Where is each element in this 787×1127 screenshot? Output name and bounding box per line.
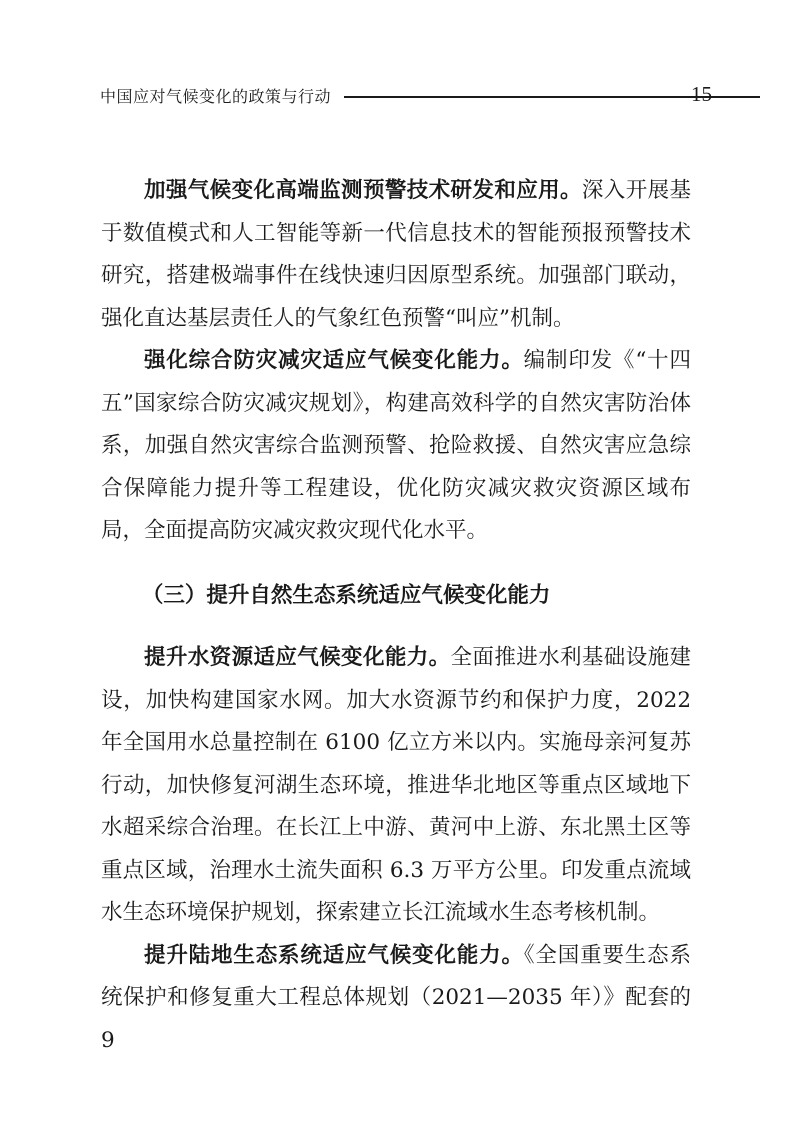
- header-title: 中国应对气候变化的政策与行动: [100, 87, 332, 106]
- paragraph-body: 《全国重要生态系统保护和修复重大工程总体规划（2021—2035 年）》配套的 9: [101, 942, 691, 1053]
- paragraph-lead: 提升陆地生态系统适应气候变化能力。: [144, 942, 524, 968]
- paragraph-land-ecosystem: [101, 935, 691, 1063]
- paragraph-lead: 强化综合防灾减灾适应气候变化能力。: [144, 348, 524, 373]
- paragraph-lead: 加强气候变化高端监测预警技术研发和应用。: [144, 178, 582, 203]
- paragraph-body: 深入开展基于数值模式和人工智能等新一代信息技术的智能预报预警技术研究，搭建极端事件在线快速归因原型系统。加强部门联动，强化直达基层责任人的气象红色预警“叫应”机制。: [101, 178, 691, 331]
- page-body: [101, 170, 691, 1062]
- paragraph-body: 编制印发《“十四五”国家综合防灾减灾规划》，构建高效科学的自然灾害防治体系，加强自然灾害综合监测预警、抢险救援、自然灾害应急综合保障能力提升等工程建设，优化防灾减灾救灾资源区域布局，全面提高防灾减灾救灾现代化水平。: [101, 348, 691, 543]
- paragraph-monitoring: [101, 170, 691, 340]
- paragraph-lead: 提升水资源适应气候变化能力。: [144, 645, 451, 670]
- section-heading: （三）提升自然生态系统适应气候变化能力: [141, 582, 551, 608]
- paragraph-disaster-reduction: [101, 340, 691, 553]
- running-header: [100, 82, 712, 110]
- page-number: 15: [691, 82, 712, 106]
- paragraph-water-resources: [101, 637, 691, 935]
- paragraph-body: 全面推进水利基础设施建设，加快构建国家水网。加大水资源节约和保护力度，2022 年全国用水总量控制在 6100 亿立方米以内。实施母亲河复苏行动，加快修复河湖生态环境，推进华北地区等重点区域地下水超采综合治理。在长江上中游、黄河中上游、东北黑土区等重点区域，治理水土流失面积 6.3 万平方公里。印发重点流域水生态环境保护规划，探索建立长江流域水生态考核机制。: [101, 645, 691, 925]
